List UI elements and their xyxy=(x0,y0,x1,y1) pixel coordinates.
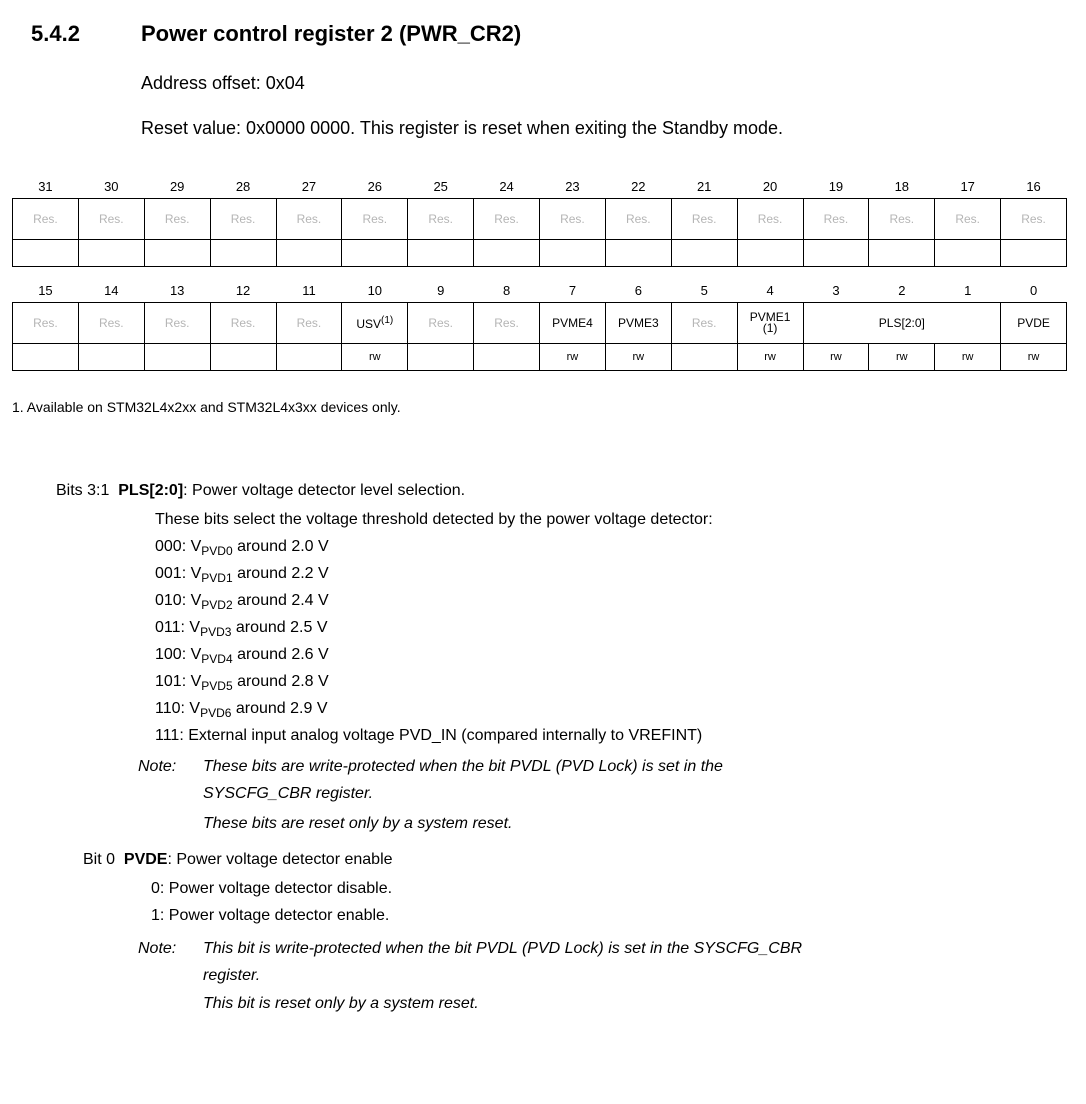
bit-number: 23 xyxy=(540,174,606,199)
reserved-field: Res. xyxy=(671,199,737,240)
option-sub: PVD1 xyxy=(201,571,233,585)
bit-0-label: Bit 0 xyxy=(83,851,116,868)
pvme1-footnote-ref: (1) xyxy=(762,321,778,335)
access-cell-rw: rw xyxy=(803,344,869,371)
reserved-field: Res. xyxy=(78,303,144,344)
bit-number: 15 xyxy=(13,278,79,303)
access-cell xyxy=(869,240,935,267)
access-cell xyxy=(803,240,869,267)
note-text: SYSCFG_CBR register. xyxy=(203,785,374,802)
access-cell xyxy=(671,240,737,267)
note-text: register. xyxy=(203,967,261,984)
reserved-field: Res. xyxy=(671,303,737,344)
access-row xyxy=(13,344,1067,371)
bit-number: 10 xyxy=(342,278,408,303)
bit-number: 14 xyxy=(78,278,144,303)
option-value: around 2.4 V xyxy=(232,592,329,609)
reserved-field: Res. xyxy=(78,199,144,240)
pls-intro: These bits select the voltage threshold detected by the power voltage detector: xyxy=(155,511,713,528)
pls-description: : Power voltage detector level selection. xyxy=(183,482,466,499)
bit-number: 3 xyxy=(803,278,869,303)
option-value: around 2.0 V xyxy=(232,538,329,555)
access-cell-rw: rw xyxy=(869,344,935,371)
option-code: 011: V xyxy=(155,619,201,636)
access-cell-rw: rw xyxy=(342,344,408,371)
option-sub: PVD2 xyxy=(201,598,233,612)
access-cell xyxy=(144,344,210,371)
bit-number: 22 xyxy=(605,174,671,199)
pvme1-field xyxy=(737,303,803,344)
pls-option xyxy=(155,619,328,637)
access-cell xyxy=(605,240,671,267)
reserved-field: Res. xyxy=(276,199,342,240)
bit-number: 16 xyxy=(1001,174,1067,199)
pls-option xyxy=(155,646,329,664)
option-sub: PVD0 xyxy=(201,544,233,558)
bit-number: 7 xyxy=(540,278,606,303)
reserved-field: Res. xyxy=(737,199,803,240)
reserved-field: Res. xyxy=(935,199,1001,240)
access-cell xyxy=(13,240,79,267)
reserved-field: Res. xyxy=(1001,199,1067,240)
access-cell xyxy=(276,240,342,267)
pls-field: PLS[2:0] xyxy=(803,303,1001,344)
bit-number: 4 xyxy=(737,278,803,303)
access-cell-rw: rw xyxy=(540,344,606,371)
bit-number: 27 xyxy=(276,174,342,199)
option-value: around 2.5 V xyxy=(231,619,328,636)
bit-number: 31 xyxy=(13,174,79,199)
bit-number: 9 xyxy=(408,278,474,303)
reserved-field: Res. xyxy=(144,199,210,240)
access-cell xyxy=(474,344,540,371)
reserved-field: Res. xyxy=(408,303,474,344)
reserved-field: Res. xyxy=(605,199,671,240)
pls-option-111: 111: External input analog voltage PVD_IN (compared internally to VREFINT) xyxy=(155,727,703,744)
bit-number: 6 xyxy=(605,278,671,303)
pls-option xyxy=(155,700,328,718)
reserved-field: Res. xyxy=(13,199,79,240)
section-title: Power control register 2 (PWR_CR2) xyxy=(141,21,522,46)
reserved-field: Res. xyxy=(540,199,606,240)
bit-number: 28 xyxy=(210,174,276,199)
pls-option xyxy=(155,565,329,583)
bit-number: 29 xyxy=(144,174,210,199)
note-label: Note: xyxy=(138,758,177,775)
option-code: 000: V xyxy=(155,538,202,555)
bit-number: 24 xyxy=(474,174,540,199)
pvde-option: 0: Power voltage detector disable. xyxy=(151,880,393,897)
access-cell xyxy=(210,344,276,371)
option-value: around 2.9 V xyxy=(231,700,328,717)
pls-option xyxy=(155,538,329,556)
option-value: around 2.6 V xyxy=(232,646,329,663)
access-cell xyxy=(474,240,540,267)
note-text: These bits are write-protected when the bit PVDL (PVD Lock) is set in the xyxy=(203,758,723,775)
pvme4-field: PVME4 xyxy=(540,303,606,344)
option-code: 100: V xyxy=(155,646,202,663)
pvde-field: PVDE xyxy=(1001,303,1067,344)
bit-0-header xyxy=(83,851,393,869)
option-code: 010: V xyxy=(155,592,202,609)
reserved-field: Res. xyxy=(474,199,540,240)
access-cell xyxy=(276,344,342,371)
note-text: This bit is reset only by a system reset. xyxy=(203,995,479,1012)
reserved-field: Res. xyxy=(342,199,408,240)
bit-number: 13 xyxy=(144,278,210,303)
bit-number: 21 xyxy=(671,174,737,199)
access-cell xyxy=(540,240,606,267)
bit-number: 5 xyxy=(671,278,737,303)
bit-number-row xyxy=(13,278,1067,303)
reserved-field: Res. xyxy=(474,303,540,344)
option-sub: PVD4 xyxy=(201,652,233,666)
usv-label: USV xyxy=(356,317,382,331)
access-cell xyxy=(737,240,803,267)
reserved-field: Res. xyxy=(408,199,474,240)
access-cell xyxy=(1001,240,1067,267)
bit-number: 0 xyxy=(1001,278,1067,303)
access-cell xyxy=(935,240,1001,267)
reserved-field: Res. xyxy=(144,303,210,344)
field-name-row xyxy=(13,199,1067,240)
pls-option xyxy=(155,592,329,610)
pvde-description: : Power voltage detector enable xyxy=(167,851,393,868)
usv-field xyxy=(342,303,408,344)
option-sub: PVD5 xyxy=(201,679,233,693)
pvme3-field: PVME3 xyxy=(605,303,671,344)
access-cell xyxy=(342,240,408,267)
bits-3-1-header xyxy=(56,482,465,500)
access-row xyxy=(13,240,1067,267)
access-cell xyxy=(408,240,474,267)
bit-number-row xyxy=(13,174,1067,199)
pvme1-label: PVME1 xyxy=(749,310,791,324)
access-cell xyxy=(78,240,144,267)
reserved-field: Res. xyxy=(869,199,935,240)
option-sub: PVD6 xyxy=(200,706,232,720)
access-cell xyxy=(78,344,144,371)
bit-number: 12 xyxy=(210,278,276,303)
access-cell-rw: rw xyxy=(935,344,1001,371)
option-code: 001: V xyxy=(155,565,202,582)
bit-number: 11 xyxy=(276,278,342,303)
option-value: around 2.8 V xyxy=(232,673,329,690)
section-number: 5.4.2 xyxy=(31,21,80,46)
pvde-option: 1: Power voltage detector enable. xyxy=(151,907,390,924)
access-cell-rw: rw xyxy=(737,344,803,371)
pvde-field-name: PVDE xyxy=(123,851,168,868)
note-text: These bits are reset only by a system reset. xyxy=(203,815,513,832)
note-text: This bit is write-protected when the bit PVDL (PVD Lock) is set in the SYSCFG_CBR xyxy=(203,940,803,957)
note-label: Note: xyxy=(138,940,177,957)
reserved-field: Res. xyxy=(276,303,342,344)
reserved-field: Res. xyxy=(803,199,869,240)
bit-number: 18 xyxy=(869,174,935,199)
reserved-field: Res. xyxy=(13,303,79,344)
usv-footnote-ref: (1) xyxy=(381,315,394,326)
bit-number: 30 xyxy=(78,174,144,199)
pls-field-name: PLS[2:0] xyxy=(118,482,184,499)
access-cell-rw: rw xyxy=(1001,344,1067,371)
footnote: 1. Available on STM32L4x2xx and STM32L4x3xx devices only. xyxy=(12,399,401,415)
bit-number: 19 xyxy=(803,174,869,199)
bit-number: 2 xyxy=(869,278,935,303)
register-table-lower xyxy=(12,278,1067,371)
reset-value: Reset value: 0x0000 0000. This register is reset when exiting the Standby mode. xyxy=(141,118,784,138)
reserved-field: Res. xyxy=(210,303,276,344)
bit-number: 17 xyxy=(935,174,1001,199)
bit-number: 26 xyxy=(342,174,408,199)
access-cell xyxy=(408,344,474,371)
bit-number: 20 xyxy=(737,174,803,199)
address-offset: Address offset: 0x04 xyxy=(141,73,305,93)
access-cell xyxy=(210,240,276,267)
option-value: around 2.2 V xyxy=(232,565,329,582)
access-cell xyxy=(671,344,737,371)
reserved-field: Res. xyxy=(210,199,276,240)
option-code: 110: V xyxy=(155,700,201,717)
register-table-upper xyxy=(12,174,1067,267)
pls-option xyxy=(155,673,329,691)
bit-number: 8 xyxy=(474,278,540,303)
bit-number: 1 xyxy=(935,278,1001,303)
bits-3-1-label: Bits 3:1 xyxy=(56,482,110,499)
option-code: 101: V xyxy=(155,673,202,690)
field-name-row xyxy=(13,303,1067,344)
access-cell xyxy=(144,240,210,267)
access-cell-rw: rw xyxy=(605,344,671,371)
access-cell xyxy=(13,344,79,371)
bit-number: 25 xyxy=(408,174,474,199)
option-sub: PVD3 xyxy=(200,625,232,639)
